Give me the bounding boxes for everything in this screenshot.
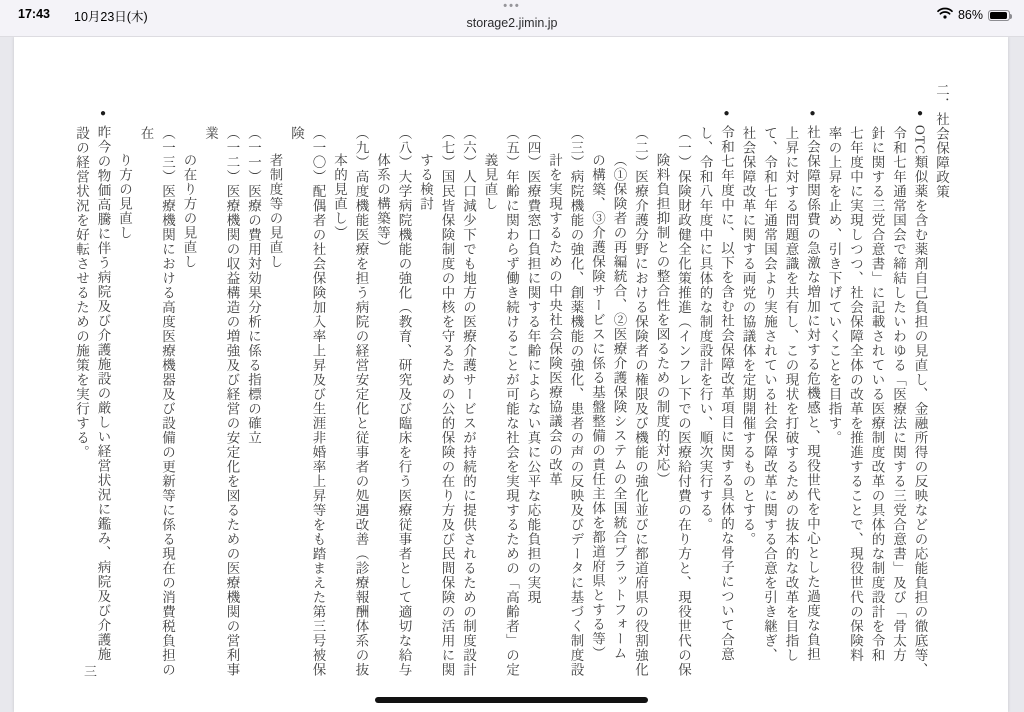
text-column: （五）年齢に関わらず働き続けることが可能な社会を実現するための「高齢者」の定 — [504, 126, 519, 677]
page-number: 三 — [84, 664, 98, 679]
text-column: （二）医療介護分野における保険者の権限及び機能の強化並びに都道府県の役割強化 — [633, 126, 648, 677]
text-column: （一一）医療の費用対効果分析に係る指標の確立 — [246, 126, 261, 445]
text-column: ●令和七年度中に、以下を含む社会保障改革項目に関する具体的な骨子について合意 — [719, 108, 734, 662]
text-column: （七）国民皆保険制度の中核を守るための公的保険の在り方及び民間保険の活用に関 — [439, 126, 455, 677]
text-column: の在り方の見直し — [181, 153, 197, 269]
status-bar — [0, 0, 1024, 37]
text-column: し、令和八年度中に具体的な制度設計を行い、順次実行する。 — [697, 126, 713, 532]
text-column: 率の上昇を止め、引き下げていくことを目指す。 — [826, 126, 842, 445]
text-column: 設の経営状況を好転させるための施策を実行する。 — [74, 126, 89, 460]
text-column: 社会保障改革に関する両党の協議体を定期開催するものとする。 — [740, 126, 756, 547]
text-column: （八）大学病院機能の強化（教育、研究及び臨床を行う医療従事者として適切な給与 — [396, 126, 412, 677]
bullet-icon: ● — [721, 108, 732, 119]
status-date: 10月23日(木) — [74, 10, 148, 24]
text-column: （①保険者の再編統合、②医療介護保険システムの全国統合プラットフォーム — [611, 153, 627, 661]
text-column: 険料負担抑制との整合性を図るための制度的対応） — [654, 153, 670, 487]
text-column: （四）医療費窓口負担に関する年齢によらない真に公平な応能負担の実現 — [525, 126, 541, 605]
text-column: ●OTC類似薬を含む薬剤自己負担の見直し、金融所得の反映などの応能負担の徹底等、 — [912, 108, 928, 677]
pdf-page[interactable] — [14, 37, 1008, 712]
text-column: 本的見直し） — [332, 153, 347, 240]
address-bar[interactable]: storage2.jimin.jp — [466, 16, 558, 30]
battery-percent: 86% — [957, 8, 983, 22]
text-column: ●社会保障関係費の急激な増加に対する危機感と、現役世代を中心とした過度な負担 — [805, 108, 820, 662]
text-column: 針に関する三党合意書」に記載されている医療制度改革の具体的な制度設計を令和 — [869, 126, 885, 663]
wifi-icon — [937, 6, 953, 24]
text-column: 計を実現するための中央社会保険医療協議会の改革 — [547, 153, 562, 487]
text-column: （三）病院機能の強化、創薬機能の強化、患者の声の反映及びデータに基づく制度設 — [568, 126, 584, 677]
text-column: 七年度中に実現しつつ、社会保障全体の改革を推進することで、現役世代の保険料 — [848, 126, 863, 663]
text-column: ●昨今の物価高騰に伴う病院及び介護施設の厳しい経営状況に鑑み、病院及び介護施 — [95, 108, 111, 662]
text-column: （六）人口減少下でも地方の医療介護サービスが持続的に提供されるための制度設計 — [461, 126, 476, 677]
document-text — [71, 83, 953, 683]
more-menu-icon[interactable]: ••• — [503, 0, 521, 12]
text-column: する検討 — [418, 153, 433, 211]
text-column: 上昇に対する問題意識を共有し、この現状を打破するための抜本的な改革を目指し — [783, 126, 799, 663]
text-column: （一〇）配偶者の社会保険加入率上昇及び生涯非婚率上昇等をも踏まえた第三号被保険 — [289, 126, 326, 677]
text-column: （一）保険財政健全化策推進（インフレ下での医療給付費の在り方と、現役世代の保 — [676, 126, 691, 677]
text-column: り方の見直し — [117, 153, 132, 240]
home-indicator[interactable] — [375, 697, 648, 703]
text-column: 者制度等の見直し — [267, 153, 283, 269]
status-indicators — [937, 6, 1010, 24]
clock-time: 17:43 — [18, 7, 50, 21]
text-column: の構築、③介護保険サービスに係る基盤整備の責任主体を都道府県とする等） — [590, 153, 605, 661]
text-column: （一二）医療機関の収益構造の増強及び経営の安定化を図るための医療機関の営利事業 — [203, 126, 240, 677]
battery-icon — [988, 10, 1010, 21]
text-column: （一三）医療機関における高度医療機器及び設備の更新等に係る現在の消費税負担の在 — [138, 126, 175, 677]
bullet-icon: ● — [914, 108, 926, 119]
text-column: て、令和七年通常国会より実施されている社会保障改革に関する合意を引き継ぎ、 — [762, 126, 777, 663]
bullet-icon: ● — [97, 108, 109, 119]
text-column: 義見直し — [482, 153, 498, 211]
text-column: 令和七年通常国会で締結したいわゆる「医療法に関する三党合意書」及び「骨太方 — [891, 126, 906, 663]
bullet-icon: ● — [807, 108, 818, 119]
text-column: 体系の構築等） — [375, 153, 390, 255]
text-column: 二．社会保障政策 — [934, 83, 949, 199]
text-column: （九）高度機能医療を担う病院の経営安定化と従事者の処遇改善（診療報酬体系の抜 — [353, 126, 369, 677]
